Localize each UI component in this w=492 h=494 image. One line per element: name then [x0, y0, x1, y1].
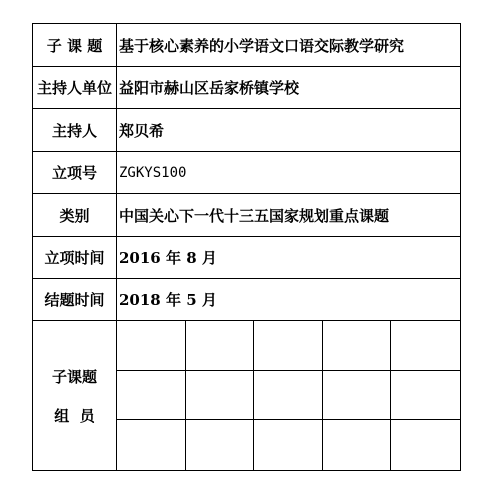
- project-info-table: [32, 23, 461, 471]
- member-cell: [323, 321, 392, 371]
- row-subproject: [33, 24, 460, 67]
- value-approval-date: 2016 年 8 月: [119, 249, 217, 267]
- value-project-number: ZGKYS100: [119, 164, 187, 181]
- member-cell: [323, 420, 392, 470]
- member-cell: [254, 420, 323, 470]
- member-cell: [391, 321, 460, 371]
- row-completion-date: [33, 279, 460, 321]
- row-host-unit: [33, 67, 460, 109]
- value-host: 郑贝希: [119, 121, 165, 140]
- member-cell: [186, 420, 255, 470]
- label-members-line1: 子课题: [51, 367, 97, 386]
- row-members: [33, 321, 460, 470]
- member-cell: [117, 371, 186, 421]
- value-completion-date: 2018 年 5 月: [119, 291, 217, 309]
- label-category: 类别: [33, 194, 117, 236]
- row-host: [33, 109, 460, 152]
- label-host: 主持人: [33, 109, 117, 151]
- member-cell: [186, 371, 255, 421]
- member-cell: [186, 321, 255, 371]
- value-host-unit: 益阳市赫山区岳家桥镇学校: [119, 79, 300, 97]
- member-cell: [391, 371, 460, 421]
- label-subproject: 子 课 题: [33, 24, 117, 66]
- row-project-number: [33, 152, 460, 194]
- member-cell: [117, 321, 186, 371]
- member-cell: [323, 371, 392, 421]
- row-category: [33, 194, 460, 237]
- members-grid: [117, 321, 460, 470]
- label-project-number: 立项号: [33, 152, 117, 193]
- label-completion-date: 结题时间: [33, 279, 117, 320]
- label-host-unit: 主持人单位: [33, 67, 117, 108]
- member-cell: [391, 420, 460, 470]
- value-category: 中国关心下一代十三五国家规划重点课题: [119, 206, 390, 225]
- value-subproject: 基于核心素养的小学语文口语交际教学研究: [119, 36, 405, 55]
- label-approval-date: 立项时间: [33, 237, 117, 278]
- label-members: [33, 321, 117, 470]
- member-cell: [117, 420, 186, 470]
- member-cell: [254, 371, 323, 421]
- label-members-line2: 组 员: [54, 406, 95, 425]
- row-approval-date: [33, 237, 460, 279]
- member-cell: [254, 321, 323, 371]
